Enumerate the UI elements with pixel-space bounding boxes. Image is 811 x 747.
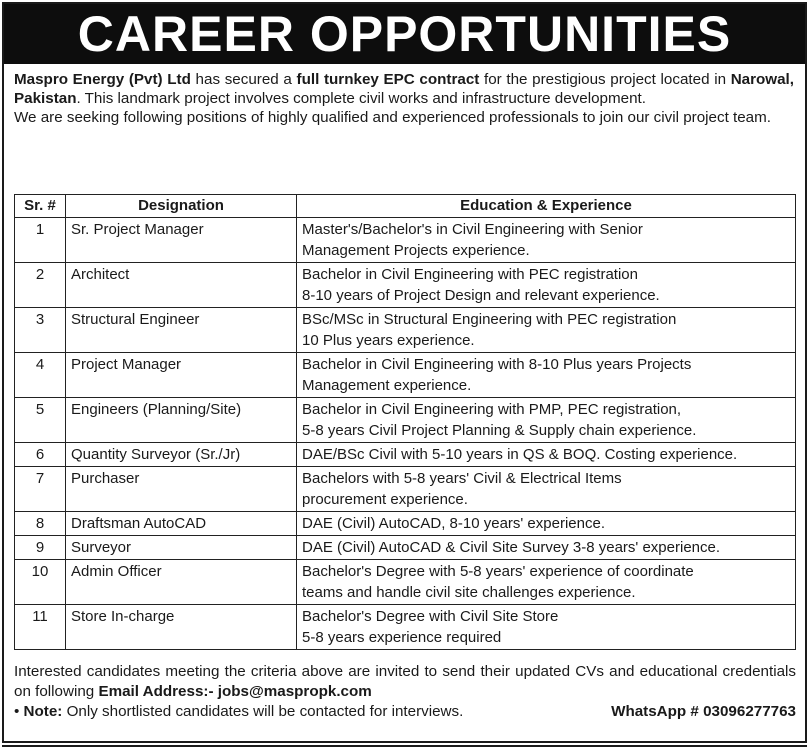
row-designation: Sr. Project Manager [66,218,297,263]
row-sr-number: 5 [15,398,66,443]
email-address: Email Address:- jobs@maspropk.com [98,683,372,700]
row-education-experience [297,218,796,263]
table-row [15,218,796,263]
table-row [15,605,796,650]
row-sr-number: 7 [15,467,66,512]
table-row [15,398,796,443]
company-name: Maspro Energy (Pvt) Ltd [14,71,191,88]
row-education-experience [297,512,796,536]
requirement-line: 10 Plus years experience. [302,332,475,349]
row-sr-number: 10 [15,560,66,605]
row-education-experience [297,560,796,605]
row-sr-number: 9 [15,536,66,560]
table-row [15,353,796,398]
requirement-line: Bachelor's Degree with 5-8 years' experience of coordinate [302,563,694,580]
contract-type: full turnkey EPC contract [296,71,480,88]
row-designation: Admin Officer [66,560,297,605]
table-row [15,263,796,308]
table-row [15,560,796,605]
requirement-line: DAE (Civil) AutoCAD, 8-10 years' experience. [302,515,605,532]
requirement-line: DAE (Civil) AutoCAD & Civil Site Survey 3-8 years' experience. [302,539,721,556]
header-education-experience: Education & Experience [297,195,796,218]
row-designation: Project Manager [66,353,297,398]
row-education-experience [297,308,796,353]
requirement-line: 8-10 years of Project Design and relevant experience. [302,287,660,304]
header-designation: Designation [66,195,297,218]
intro-section [14,70,794,127]
row-education-experience [297,398,796,443]
row-sr-number: 11 [15,605,66,650]
requirement-line: Bachelor's Degree with Civil Site Store [302,608,559,625]
requirement-line: teams and handle civil site challenges experience. [302,584,636,601]
row-designation: Structural Engineer [66,308,297,353]
table-row [15,467,796,512]
advertisement-frame [2,2,807,743]
row-sr-number: 6 [15,443,66,467]
requirement-line: Bachelors with 5-8 years' Civil & Electrical Items [302,470,622,487]
row-sr-number: 8 [15,512,66,536]
row-sr-number: 2 [15,263,66,308]
requirement-line: Management experience. [302,377,472,394]
requirement-line: Bachelor in Civil Engineering with 8-10 Plus years Projects [302,356,692,373]
row-education-experience [297,353,796,398]
requirement-line: procurement experience. [302,491,468,508]
note-line: • Note: Only shortlisted candidates will be contacted for interviews. WhatsApp # 03096277763 [14,703,796,720]
requirement-line: Master's/Bachelor's in Civil Engineering with Senior [302,221,643,238]
row-designation: Surveyor [66,536,297,560]
apply-instructions: Interested candidates meeting the criteria above are invited to send their updated CVs and educational credentials on following Email Address:- jobs@maspropk.com [14,663,796,700]
requirement-line: DAE/BSc Civil with 5-10 years in QS & BOQ. Costing experience. [302,446,738,463]
seeking-paragraph: We are seeking following positions of highly qualified and experienced professionals to join our civil project team. [14,109,771,126]
whatsapp-number: WhatsApp # 03096277763 [611,703,796,720]
intro-paragraph: Maspro Energy (Pvt) Ltd has secured a full turnkey EPC contract for the prestigious project located in Narowal, Pakistan. This landmark project involves complete civil works and infrastructure development. [14,71,794,107]
row-designation: Purchaser [66,467,297,512]
table-header-row [15,195,796,218]
requirement-line: 5-8 years Civil Project Planning & Supply chain experience. [302,422,697,439]
requirement-line: BSc/MSc in Structural Engineering with PEC registration [302,311,677,328]
row-designation: Store In-charge [66,605,297,650]
note-label: Note: [23,703,63,720]
requirement-line: Bachelor in Civil Engineering with PEC registration [302,266,638,283]
row-education-experience [297,263,796,308]
page-title: CAREER OPPORTUNITIES [4,4,805,64]
row-designation: Architect [66,263,297,308]
note-text: Only shortlisted candidates will be contacted for interviews. [62,703,464,720]
row-designation: Draftsman AutoCAD [66,512,297,536]
row-designation: Engineers (Planning/Site) [66,398,297,443]
row-designation: Quantity Surveyor (Sr./Jr) [66,443,297,467]
table-row [15,308,796,353]
row-sr-number: 3 [15,308,66,353]
row-sr-number: 4 [15,353,66,398]
footer-section [14,662,796,722]
table-row [15,443,796,467]
table-row [15,536,796,560]
row-education-experience [297,467,796,512]
positions-table [14,194,796,650]
row-education-experience [297,536,796,560]
row-education-experience [297,443,796,467]
table-row [15,512,796,536]
requirement-line: Bachelor in Civil Engineering with PMP, PEC registration, [302,401,682,418]
row-sr-number: 1 [15,218,66,263]
header-sr: Sr. # [15,195,66,218]
row-education-experience [297,605,796,650]
requirement-line: 5-8 years experience required [302,629,502,646]
requirement-line: Management Projects experience. [302,242,530,259]
project-location: Narowal, Pakistan [14,71,794,107]
